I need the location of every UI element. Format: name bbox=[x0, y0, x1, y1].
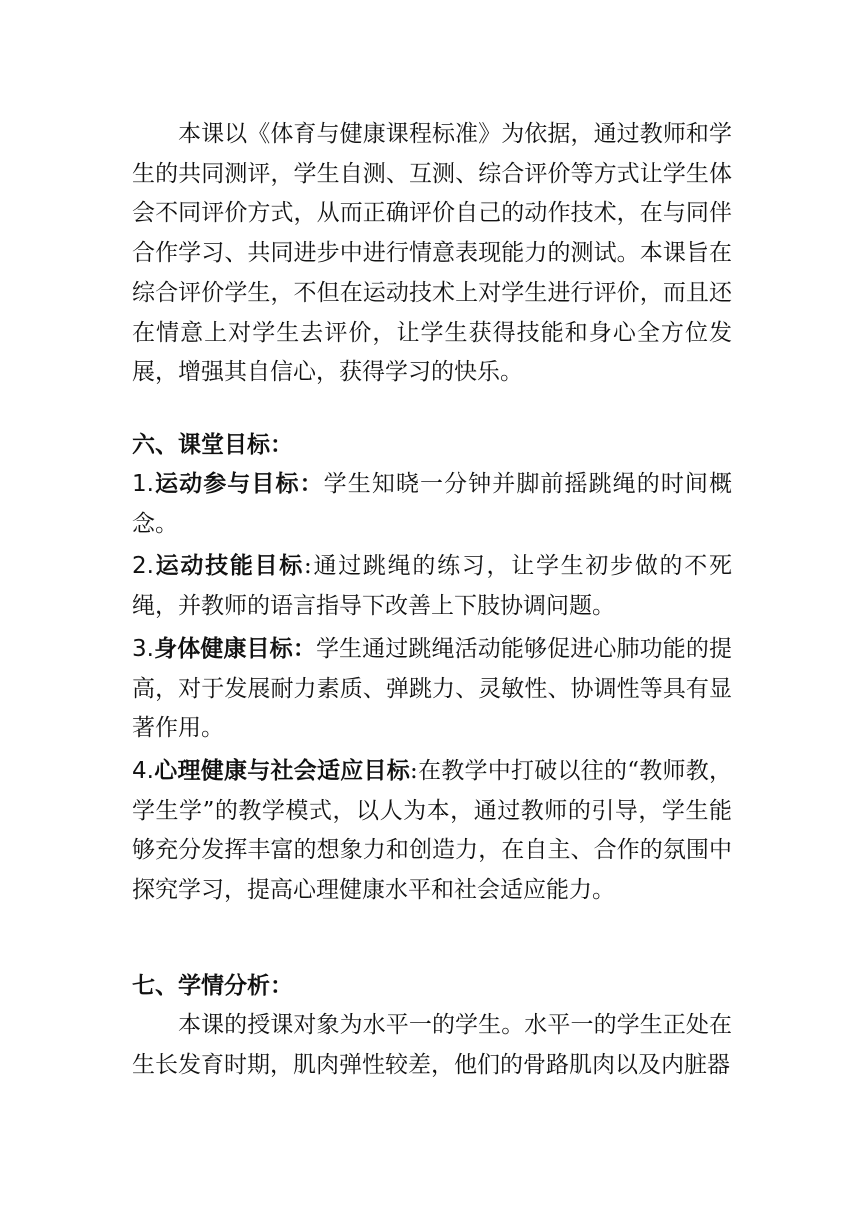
objective-3-text: 学生通过跳绳活动能够促进心肺功能的提高，对于发展耐力素质、弹跳力、灵敏性、协调性等具有显著作用。 bbox=[132, 635, 733, 742]
objective-4-number: 4. bbox=[132, 757, 154, 784]
objective-4-title: 心理健康与社会适应目标 bbox=[153, 757, 410, 784]
objective-2 bbox=[132, 547, 732, 626]
section-7 bbox=[132, 966, 732, 1085]
objective-2-separator: : bbox=[304, 553, 312, 580]
objective-2-number: 2. bbox=[132, 553, 154, 580]
intro-section bbox=[132, 115, 732, 393]
intro-paragraph: 本课以《体育与健康课程标准》为依据，通过教师和学生的共同测评，学生自测、互测、综合评价等方式让学生体会不同评价方式，从而正确评价自己的动作技术，在与同伴合作学习、共同进步中进行情意表现能力的测试。本课旨在综合评价学生，不但在运动技术上对学生进行评价，而且还在情意上对学生去评价，让学生获得技能和身心全方位发展，增强其自信心，获得学习的快乐。 bbox=[132, 121, 732, 386]
section-7-heading: 七、学情分析： bbox=[132, 973, 293, 999]
section-7-paragraph: 本课的授课对象为水平一的学生。水平一的学生正处在生长发育时期，肌肉弹性较差，他们的骨路肌肉以及内脏器 bbox=[132, 1012, 732, 1078]
objective-3-title: 身体健康目标 bbox=[153, 635, 293, 662]
objective-1-number: 1. bbox=[132, 471, 154, 497]
objective-1-text: 学生知晓一分钟并脚前摇跳绳的时间概念。 bbox=[132, 471, 733, 537]
objective-3-separator: ： bbox=[292, 635, 316, 662]
objective-1 bbox=[132, 465, 732, 544]
objective-1-separator: ： bbox=[299, 471, 324, 497]
objective-4 bbox=[132, 752, 732, 911]
section-6-heading: 六、课堂目标： bbox=[132, 432, 293, 458]
objective-2-text: 通过跳绳的练习，让学生初步做的不死绳，并教师的语言指导下改善上下肢协调问题。 bbox=[132, 553, 733, 620]
objective-4-text: 在教学中打破以往的“教师教，学生学”的教学模式，以人为本，通过教师的引导，学生能够充分发挥丰富的想象力和创造力，在自主、合作的氛围中探究学习，提高心理健康水平和社会适应能力。 bbox=[132, 757, 732, 904]
objective-3-number: 3. bbox=[132, 635, 154, 662]
section-6 bbox=[132, 425, 732, 911]
objective-2-title: 运动技能目标 bbox=[153, 553, 304, 580]
objective-3 bbox=[132, 630, 732, 749]
objective-4-separator: : bbox=[409, 757, 418, 784]
objective-1-title: 运动参与目标 bbox=[153, 471, 300, 497]
